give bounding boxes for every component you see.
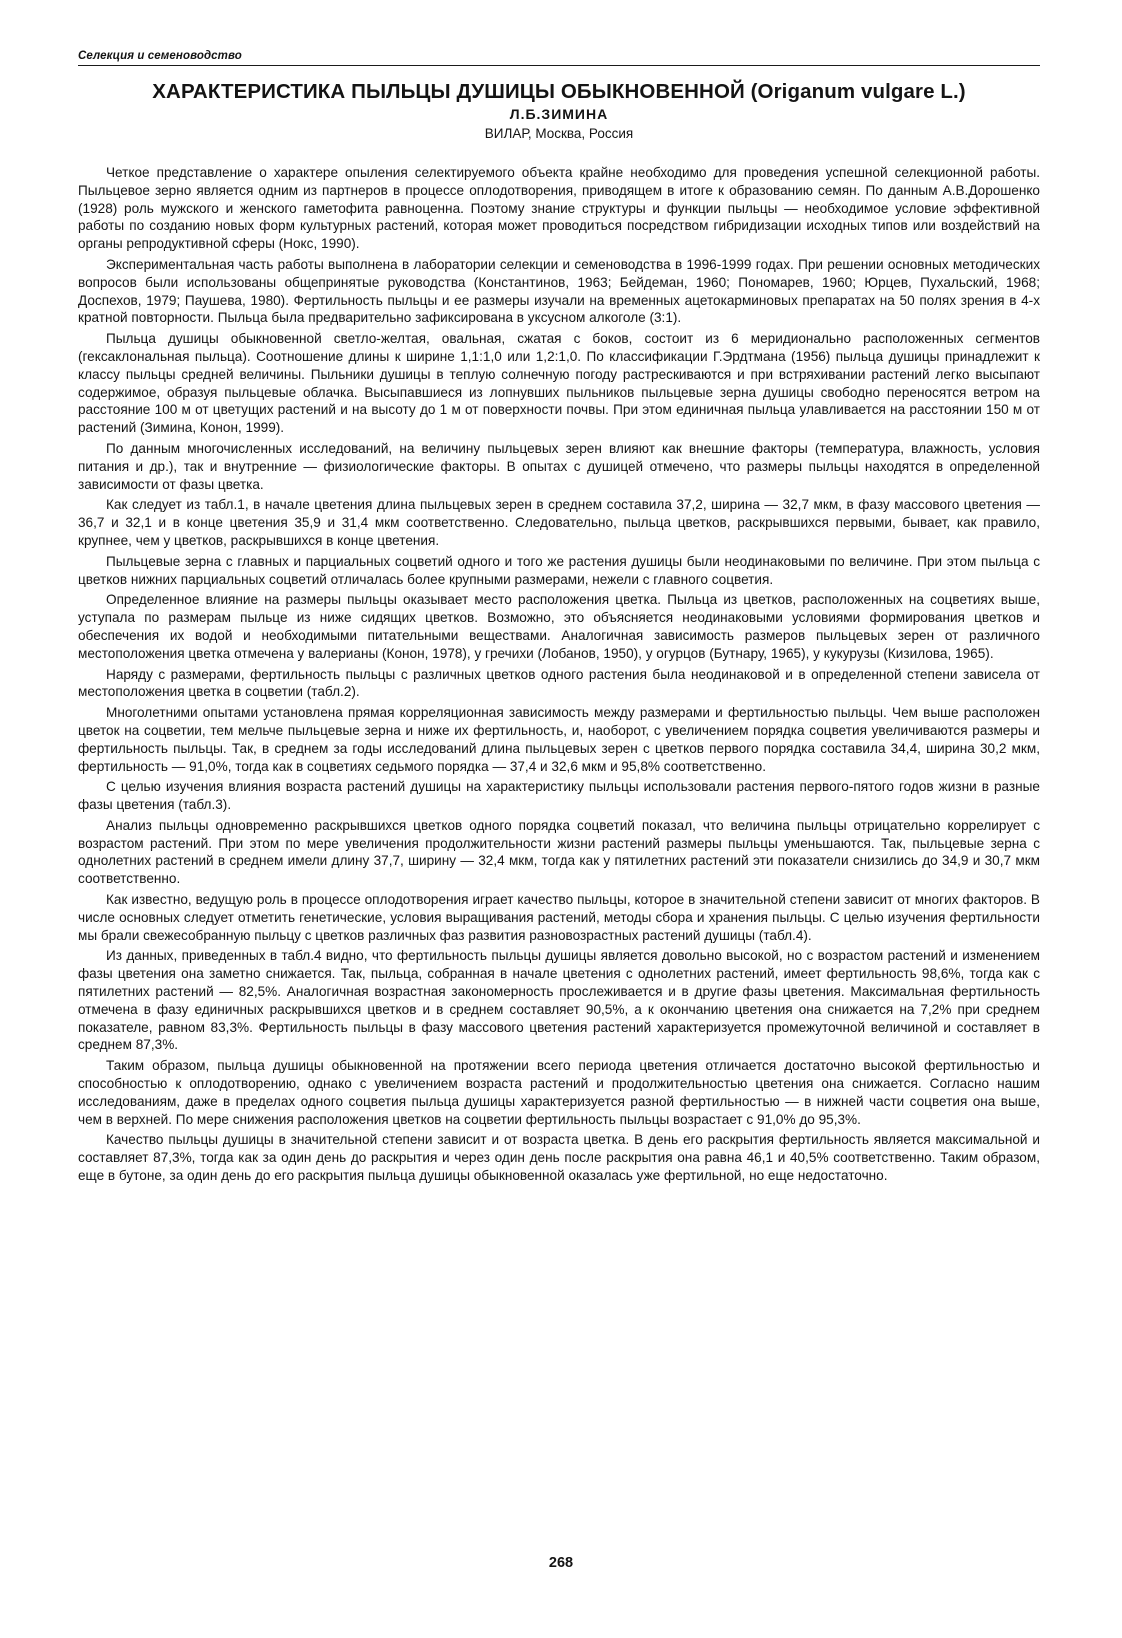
paragraph: Анализ пыльцы одновременно раскрывшихся цветков одного порядка соцветий показал, что величина пыльцы отрицательно коррелирует с возрастом растений. При этом по мере увеличения продолжительности жизни растений размеры пыльцы уменьшаются. Так, пыльцевые зерна с однолетних растений в среднем имели длину 37,7, ширину — 32,4 мкм, тогда как у пятилетних растений эти показатели снизились до 34,9 и 30,7 мкм соответственно.: [78, 817, 1040, 887]
paragraph: Пыльца душицы обыкновенной светло-желтая, овальная, сжатая с боков, состоит из 6 меридионально расположенных сегментов (гексаклональная пыльца). Соотношение длины к ширине 1,1:1,0 или 1,2:1,0. По классификации Г.Эрдтмана (1956) пыльца душицы принадлежит к классу пыльцы средней величины. Пыльники душицы в теплую солнечную погоду растрескиваются и при встряхивании растений легко высыпают содержимое, образуя пыльцевые облачка. Высыпавшиеся из лопнувших пыльников пыльцевые зерна душицы свободно переносятся ветром на расстояние 100 м от цветущих растений и на высоту до 1 м от поверхности почвы. При этом единичная пыльца улавливается на расстоянии 150 м от растений (Зимина, Конон, 1999).: [78, 331, 1040, 436]
paragraph: Определенное влияние на размеры пыльцы оказывает место расположения цветка. Пыльца из цветков, расположенных на соцветиях выше, уступала по размерам пыльце из ниже сидящих цветков. Возможно, это объясняется неодинаковыми условиями формирования цветков и обеспечения их водой и необходимыми питательными веществами. Аналогичная зависимость размеров пыльцевых зерен от различного местоположения цветка отмечена у валерианы (Конон, 1978), у гречихи (Лобанов, 1950), у огурцов (Бутнару, 1965), у кукурузы (Кизилова, 1965).: [78, 592, 1040, 661]
running-header: Селекция и семеноводство: [78, 50, 1040, 66]
journal-page: [78, 50, 1040, 1188]
article-author: Л.Б.ЗИМИНА: [509, 106, 609, 122]
paragraph: По данным многочисленных исследований, на величину пыльцевых зерен влияют как внешние факторы (температура, влажность, условия питания и др.), так и внутренние — физиологические факторы. В опытах с душицей отмечено, что размеры пыльцы находятся в определенной зависимости от фазы цветка.: [78, 440, 1040, 492]
paragraph: Из данных, приведенных в табл.4 видно, что фертильность пыльцы душицы является довольно высокой, но с возрастом растений и изменением фазы цветения она заметно снижается. Так, пыльца, собранная в начале цветения с однолетних растений, имеет фертильность 98,6%, тогда как с пятилетних растений — 82,5%. Аналогичная возрастная закономерность прослеживается и в другие фазы цветения. Максимальная фертильность отмечена в фазу единичных раскрывшихся цветков и в среднем составляет 90,5%, а к окончанию цветения она снижается на 7,2% при среднем показателе, равном 83,3%. Фертильность пыльцы в фазу массового цветения растений характеризуется промежуточной величиной и составляет в среднем 87,3%.: [78, 948, 1040, 1053]
article-body: [78, 164, 1040, 1185]
paragraph: Как известно, ведущую роль в процессе оплодотворения играет качество пыльцы, которое в значительной степени зависит от многих факторов. В числе основных следует отметить генетические, условия выращивания растений, методы сбора и хранения пыльцы. С целью изучения фертильности мы брали свежесобранную пыльцу с цветков различных фаз развития разновозрастных растений душицы (табл.4).: [78, 892, 1040, 943]
article-title: ХАРАКТЕРИСТИКА ПЫЛЬЦЫ ДУШИЦЫ ОБЫКНОВЕННОЙ (Origanum vulgare L.): [152, 80, 966, 103]
paragraph: Экспериментальная часть работы выполнена в лаборатории селекции и семеноводства в 1996-1999 годах. При решении основных методических вопросов были использованы общепринятые руководства (Константинов, 1963; Бейдеман, 1960; Пономарев, 1960; Юрцев, Пухальский, 1968; Доспехов, 1979; Паушева, 1980). Фертильность пыльцы и ее размеры изучали на временных ацетокарминовых препаратах на 50 полях зрения в 4-х кратной повторности. Пыльца была предварительно зафиксирована в уксусном алкоголе (3:1).: [78, 256, 1040, 326]
paragraph: Пыльцевые зерна с главных и парциальных соцветий одного и того же растения душицы были неодинаковыми по величине. При этом пыльца с цветков нижних парциальных соцветий отличалась более крупными размерами, нежели с главного соцветия.: [78, 553, 1040, 587]
paragraph: Таким образом, пыльца душицы обыкновенной на протяжении всего периода цветения отличается достаточно высокой фертильностью и способностью к оплодотворению, однако с увеличением возраста растений и продолжительностью цветения она снижается. Согласно нашим исследованиям, даже в пределах одного соцветия пыльца душицы характеризуется разной фертильностью — в нижней части соцветия она выше, чем в верхней. По мере снижения расположения цветков на соцветии фертильность пыльцы возрастает с 91,0% до 95,3%.: [78, 1058, 1040, 1127]
paragraph: С целью изучения влияния возраста растений душицы на характеристику пыльцы использовали растения первого-пятого годов жизни в разные фазы цветения (табл.3).: [78, 779, 1040, 813]
paragraph: Наряду с размерами, фертильность пыльцы с различных цветков одного растения была неодинаковой и в определенной степени зависела от местоположения цветка в соцветии (табл.2).: [78, 666, 1040, 700]
paragraph: Качество пыльцы душицы в значительной степени зависит и от возраста цветка. В день его раскрытия фертильность является максимальной и составляет 87,3%, тогда как за один день до раскрытия и через один день после раскрытия она равна 46,1 и 40,5% соответственно. Таким образом, еще в бутоне, за один день до его раскрытия пыльца душицы обыкновенной оказалась уже фертильной, но еще недостаточно.: [78, 1132, 1040, 1184]
paragraph: Как следует из табл.1, в начале цветения длина пыльцевых зерен в среднем составила 37,2, ширина — 32,7 мкм, в фазу массового цветения — 36,7 и 32,1 и в конце цветения 35,9 и 31,4 мкм соответственно. Следовательно, пыльца цветков, раскрывшихся первыми, бывает, как правило, крупнее, чем у цветков, раскрывшихся в конце цветения.: [78, 497, 1040, 548]
author-affiliation: ВИЛАР, Москва, Россия: [484, 126, 634, 141]
page-number: 268: [548, 1555, 574, 1571]
paragraph: Многолетними опытами установлена прямая корреляционная зависимость между размерами и фертильностью пыльцы. Чем выше расположен цветок на соцветии, тем мельче пыльцевые зерна и ниже их фертильность, и, наоборот, с увеличением порядка соцветия увеличиваются размеры и фертильность пыльцы. Так, в среднем за годы исследований длина пыльцевых зерен с цветков первого порядка составила 34,4, ширина 30,2 мкм, фертильность — 91,0%, тогда как в соцветиях седьмого порядка — 37,4 и 32,6 мкм и 95,8% соответственно.: [78, 705, 1040, 774]
paragraph: Четкое представление о характере опыления селектируемого объекта крайне необходимо для проведения успешной селекционной работы. Пыльцевое зерно является одним из партнеров в процессе оплодотворения, приводящем в итоге к образованию семян. По данным А.В.Дорошенко (1928) роль мужского и женского гаметофита равноценна. Поэтому знание структуры и функции пыльцы — необходимое условие эффективной работы по созданию новых форм культурных растений, которая может проводиться посредством гибридизации исходных типов или воздействий на органы репродуктивной сферы (Нокс, 1990).: [78, 165, 1040, 252]
